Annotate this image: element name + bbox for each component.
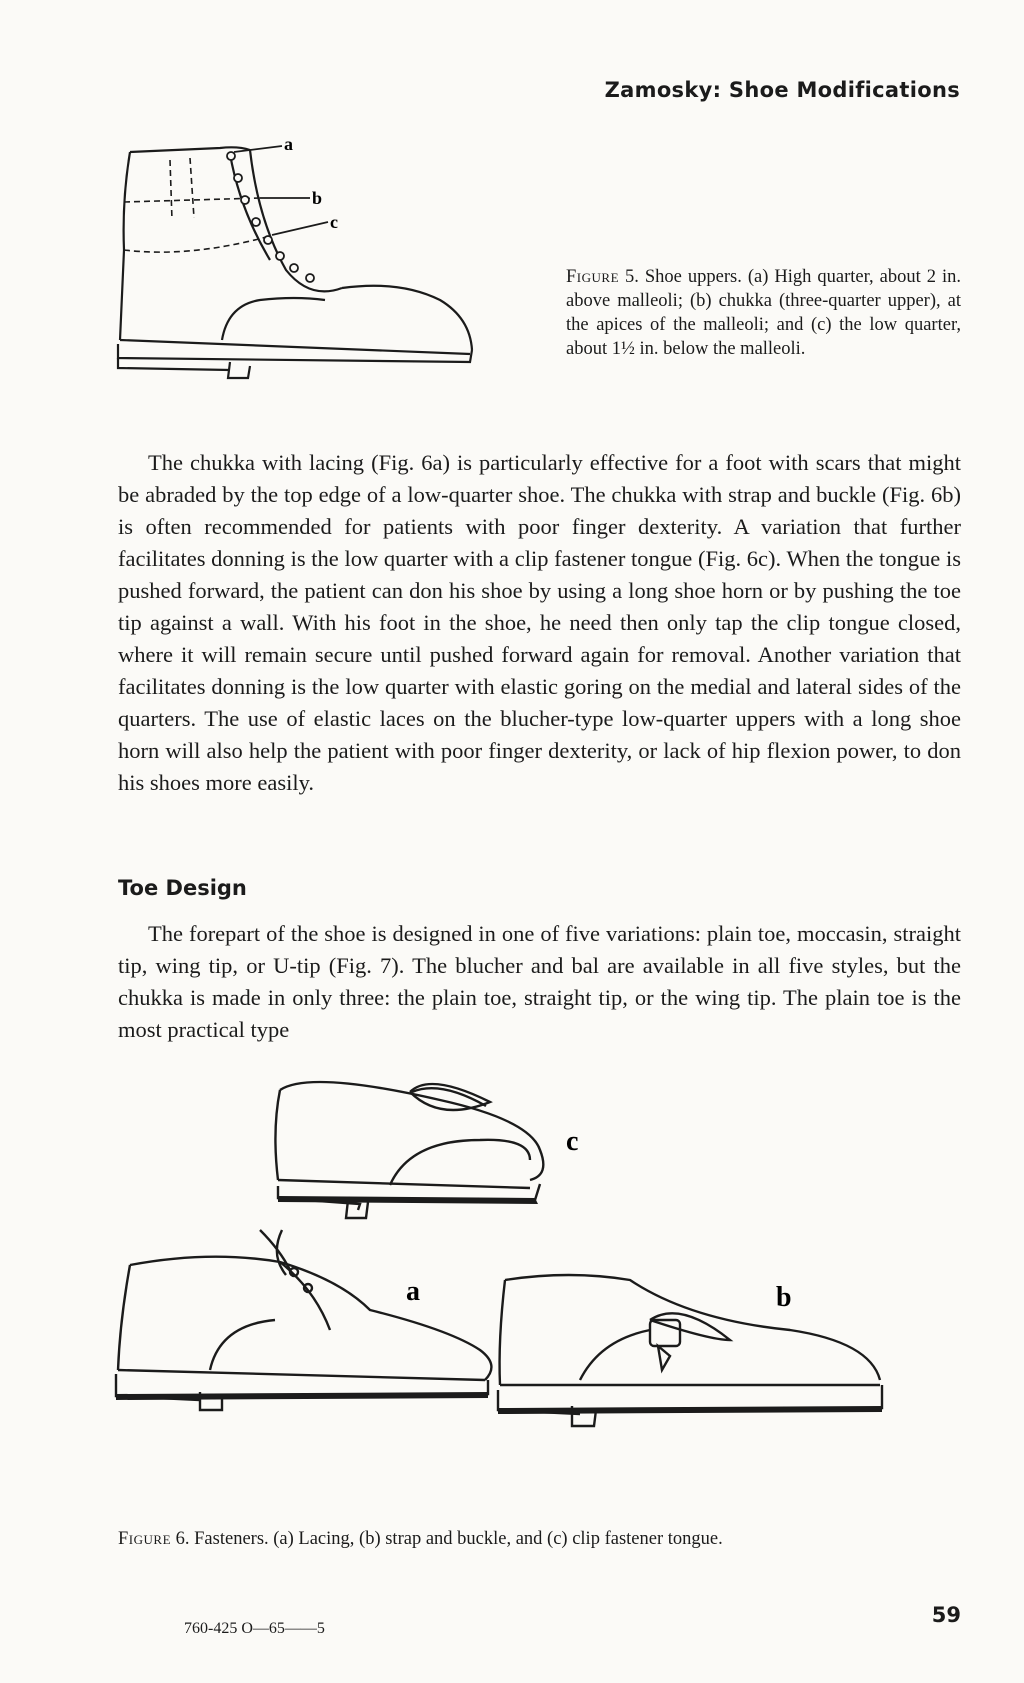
paragraph-toe-design: The forepart of the shoe is designed in one of five variations: plain toe, moccasin, straight tip, wing tip, or U-tip (Fig. 7). The blucher and bal are available in all five styles, but the chukka is made in only three: the plain toe, straight tip, or the wing tip. The plain toe is the most practical type: [118, 921, 961, 1042]
figure-6-caption: [118, 1527, 961, 1551]
running-header: Zamosky: Shoe Modifications: [604, 78, 960, 102]
shoe-b-drawing: [498, 1275, 882, 1426]
figure-5-caption-text: Shoe uppers. (a) High quarter, about 2 in. above malleoli; (b) chukka (three-quarter upper), at the apices of the malleoli; and (c) the low quarter, about 1½ in. below the malleoli.: [566, 267, 961, 359]
figure-5-caption-label: Figure: [566, 267, 620, 287]
figure-5-label-b: b: [312, 188, 323, 208]
figure-6-label-c: c: [566, 1126, 579, 1157]
figure-5-shoe-uppers-drawing: [110, 140, 530, 410]
figure-6-label-b: b: [776, 1282, 792, 1313]
print-code: 760-425 O—65——5: [184, 1620, 325, 1637]
figure-5-caption-number: 5.: [625, 267, 639, 287]
figure-5-label-a: a: [284, 140, 293, 154]
figure-6-fasteners-drawing: [110, 1080, 970, 1500]
figure-5-caption: [566, 265, 961, 361]
figure-6-caption-number: 6.: [175, 1529, 190, 1549]
shoe-a-drawing: [116, 1230, 491, 1410]
figure-6-label-a: a: [406, 1276, 420, 1307]
figure-6-caption-label: Figure: [118, 1529, 172, 1549]
figure-6-caption-text: Fasteners. (a) Lacing, (b) strap and buckle, and (c) clip fastener tongue.: [194, 1529, 723, 1549]
page-number: 59: [931, 1603, 961, 1627]
figure-5-label-c: c: [330, 212, 338, 232]
paragraph-fasteners: The chukka with lacing (Fig. 6a) is particularly effective for a foot with scars that might be abraded by the top edge of a low-quarter shoe. The chukka with strap and buckle (Fig. 6b) is often recommended for patients with poor finger dexterity. A variation that further facilitates donning is the low quarter with a clip fastener tongue (Fig. 6c). When the tongue is pushed forward, the patient can don his shoe by using a long shoe horn or by pushing the toe tip against a wall. With his foot in the shoe, he need then only tap the clip tongue closed, where it will remain secure until pushed forward again for removal. Another variation that facilitates donning is the low quarter with elastic goring on the medial and lateral sides of the quarters. The use of elastic laces on the blucher-type low-quarter uppers with a long shoe horn will also help the patient with poor finger dexterity, or lack of hip flexion power, to don his shoes more easily.: [118, 450, 961, 795]
section-heading-toe-design: Toe Design: [118, 876, 247, 900]
